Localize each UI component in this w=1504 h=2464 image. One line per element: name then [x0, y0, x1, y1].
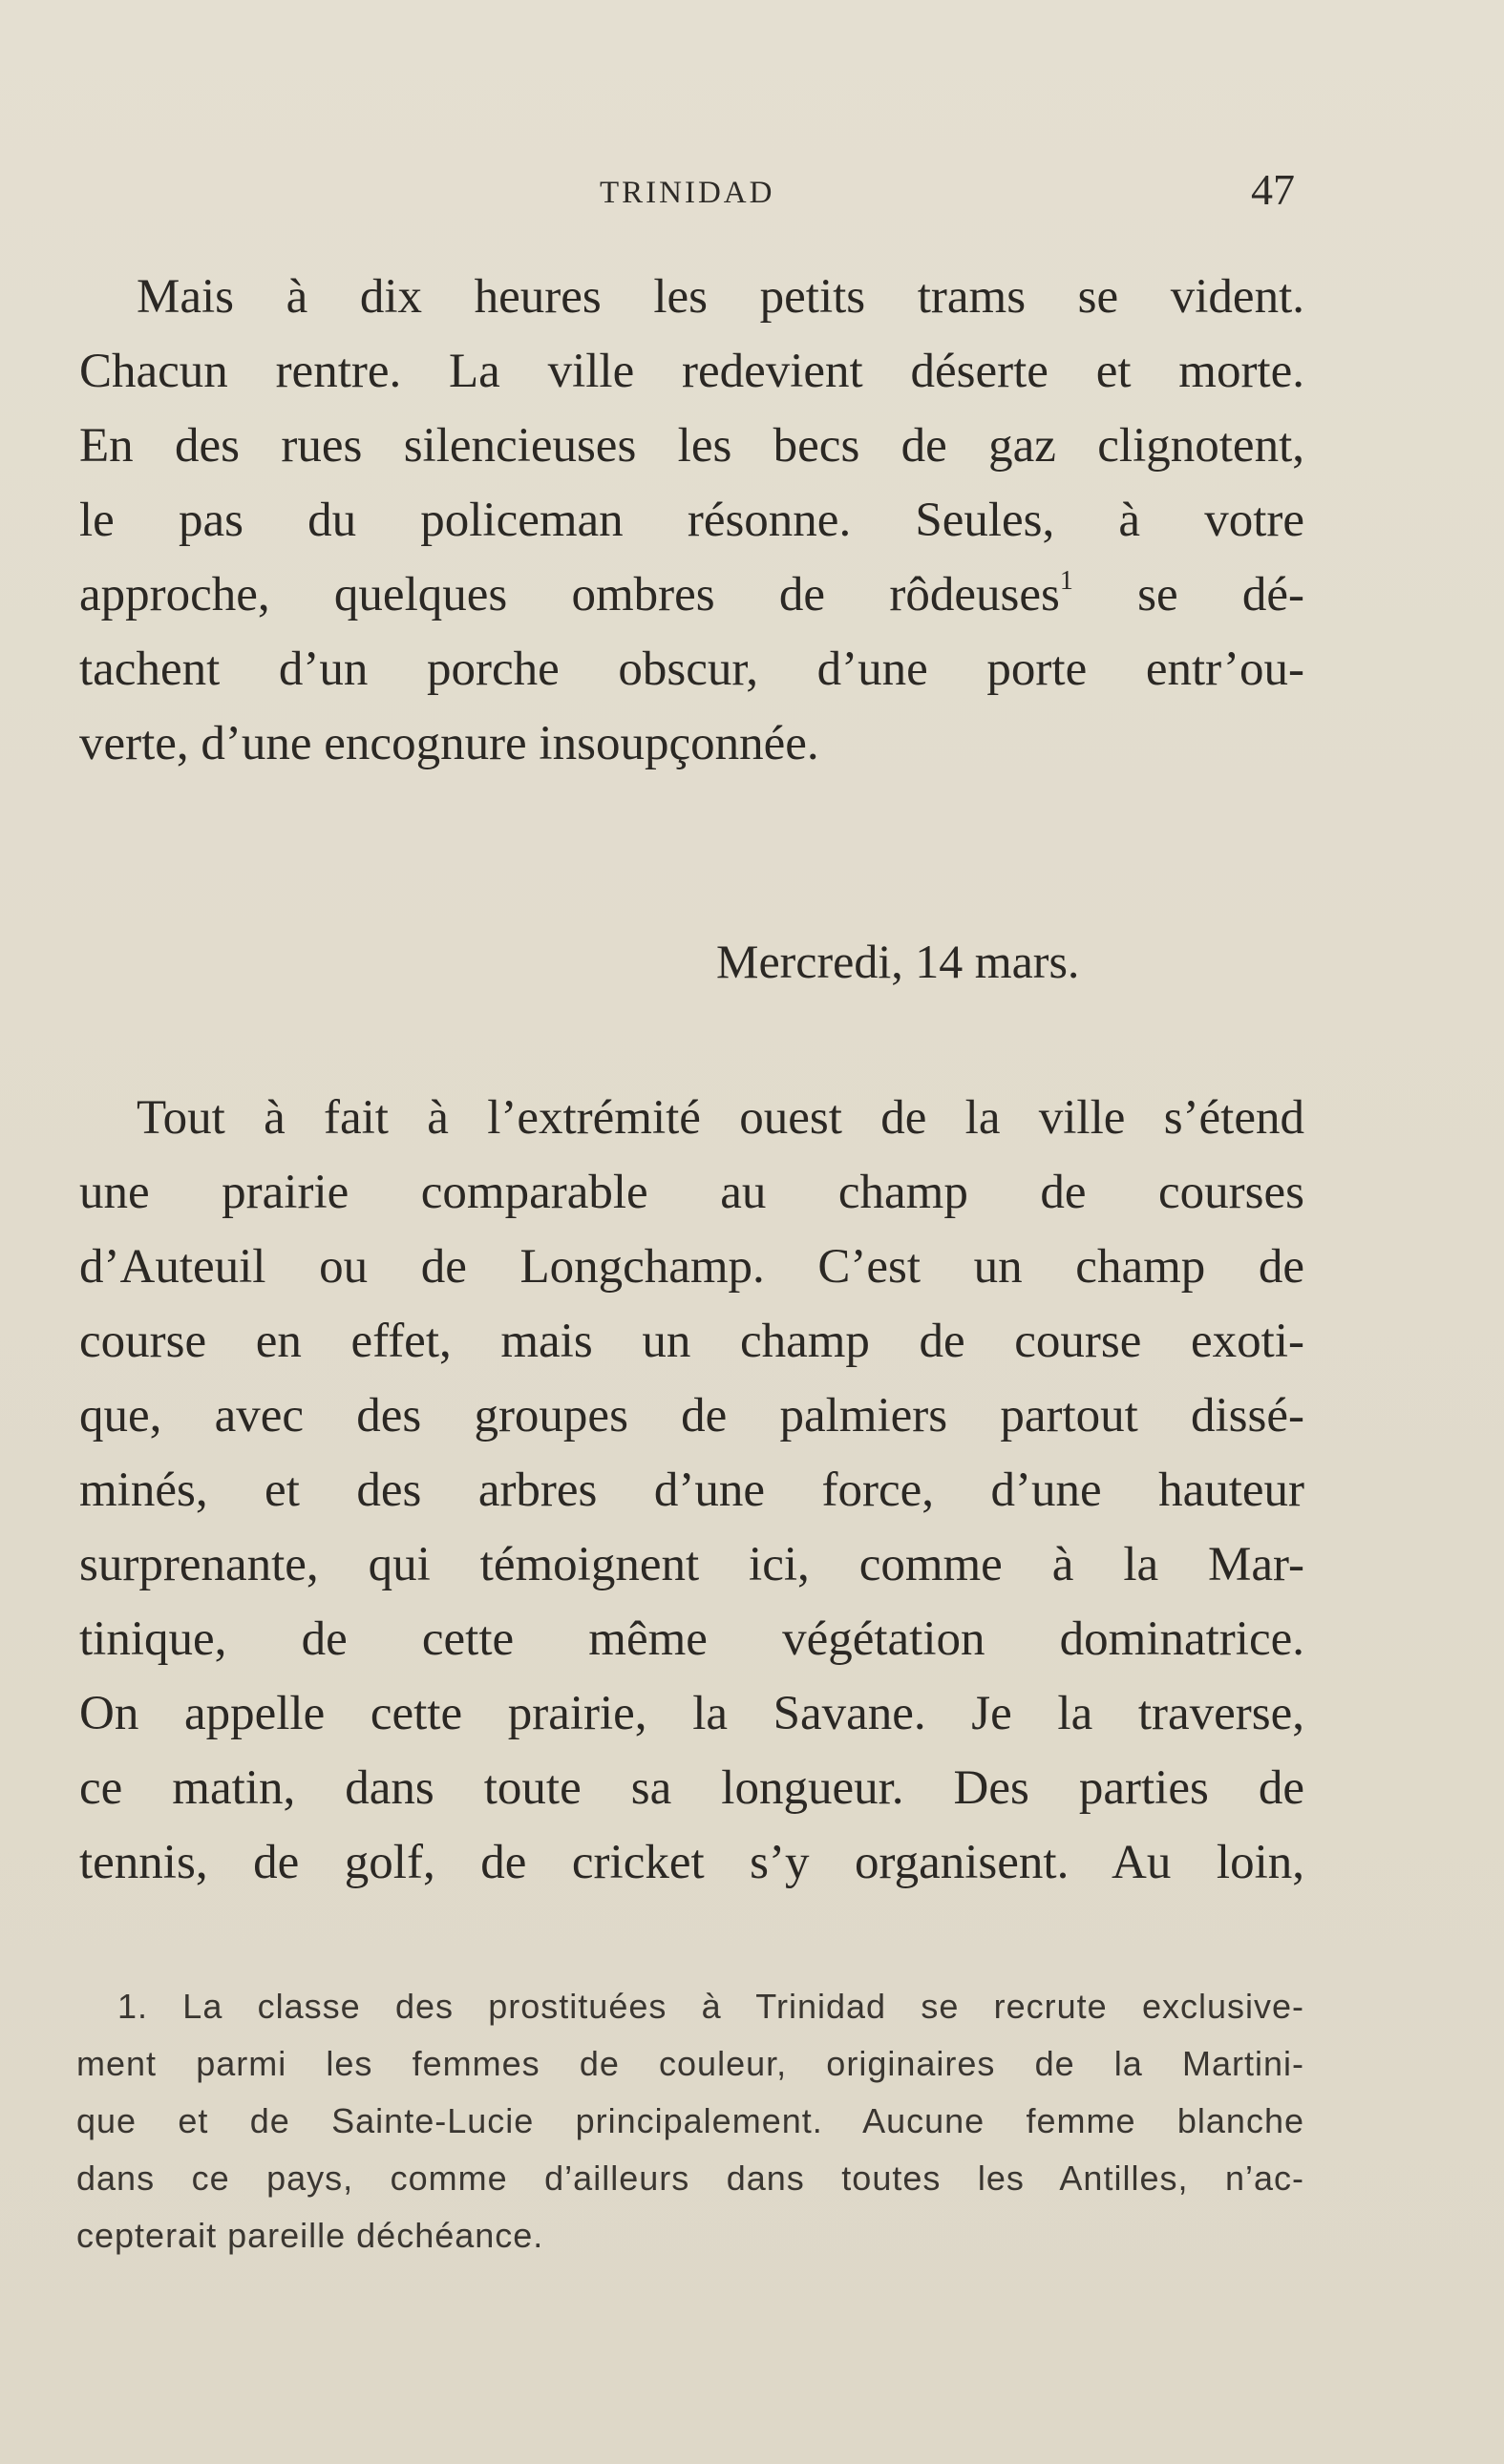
footnote-line-4: dans ce pays, comme d’ailleurs dans toutes les Antilles, n’ac-: [76, 2159, 1304, 2198]
footnote-line-5: cepterait pareille déchéance.: [76, 2216, 544, 2255]
paragraph-2-line-4: course en effet, mais un champ de course exoti-: [79, 1315, 1304, 1368]
paragraph-1-line-5-end: se dé-: [1137, 568, 1305, 621]
paragraph-1-line-7: verte, d’une encognure insoupçonnée.: [79, 717, 819, 770]
paragraph-1-line-2: Chacun rentre. La ville redevient déserte et morte.: [79, 345, 1304, 398]
paragraph-1-line-6: tachent d’un porche obscur, d’une porte entr’ou-: [79, 642, 1304, 696]
paragraph-1-line-5: [79, 558, 1304, 632]
footnote-line-2: ment parmi les femmes de couleur, originaires de la Martini-: [76, 2044, 1304, 2083]
footnote-reference-marker: 1: [1059, 566, 1073, 596]
paragraph-2-line-10: ce matin, dans toute sa longueur. Des parties de: [79, 1761, 1304, 1815]
paragraph-1-line-5-text: approche, quelques ombres de rôdeuses: [79, 568, 1060, 621]
paragraph-2-line-6: minés, et des arbres d’une force, d’une hauteur: [79, 1464, 1304, 1517]
paragraph-2-line-7: surprenante, qui témoignent ici, comme à la Mar-: [79, 1538, 1304, 1591]
paragraph-2-line-11: tennis, de golf, de cricket s’y organisent. Au loin,: [79, 1836, 1304, 1889]
paragraph-2-line-2: une prairie comparable au champ de courses: [79, 1166, 1304, 1219]
paragraph-1-line-3: En des rues silencieuses les becs de gaz clignotent,: [79, 419, 1304, 473]
paragraph-1-line-1: Mais à dix heures les petits trams se vident.: [137, 270, 1304, 324]
date-line: Mercredi, 14 mars.: [716, 935, 1080, 988]
paragraph-2-line-3: d’Auteuil ou de Longchamp. C’est un champ de: [79, 1240, 1304, 1294]
page-number: 47: [1251, 165, 1295, 214]
footnote-line-1: 1. La classe des prostituées à Trinidad se recrute exclusive-: [117, 1987, 1304, 2026]
paragraph-1-line-4: le pas du policeman résonne. Seules, à votre: [79, 494, 1304, 547]
paragraph-2-line-1: Tout à fait à l’extrémité ouest de la ville s’étend: [137, 1091, 1304, 1145]
footnote-line-3: que et de Sainte-Lucie principalement. Aucune femme blanche: [76, 2101, 1304, 2140]
running-title: TRINIDAD: [600, 176, 775, 210]
paragraph-2-line-9: On appelle cette prairie, la Savane. Je la traverse,: [79, 1687, 1304, 1740]
paragraph-2-line-8: tinique, de cette même végétation dominatrice.: [79, 1612, 1304, 1666]
paragraph-2-line-5: que, avec des groupes de palmiers partout dissé-: [79, 1389, 1304, 1443]
